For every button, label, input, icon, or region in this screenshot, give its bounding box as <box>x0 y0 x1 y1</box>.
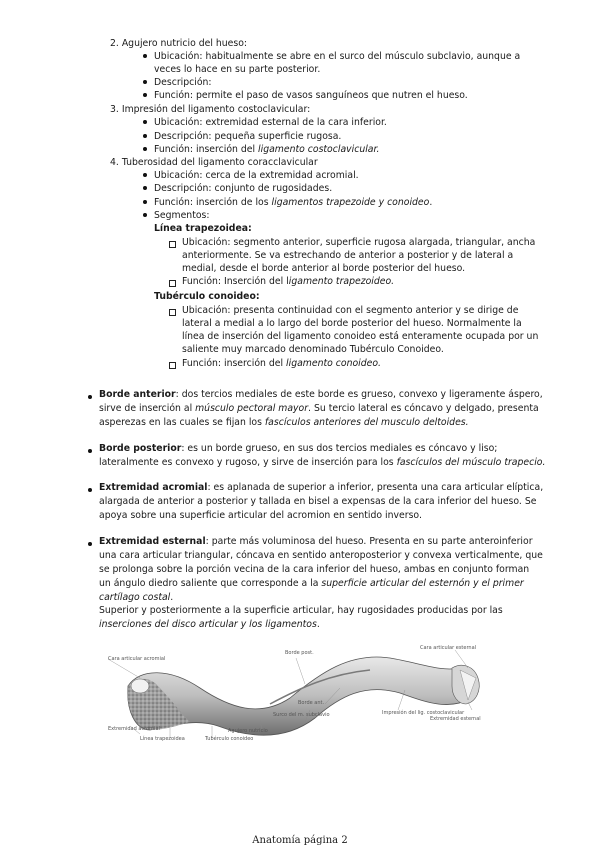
square-bullet <box>169 280 176 287</box>
paragraph-line: lateralmente es convexo y rugoso, y sirve de inserción para los fascículos del músculo trapecio. <box>99 457 546 468</box>
bullet <box>143 120 147 124</box>
figure-label: Surco del m. subclavio <box>273 712 330 718</box>
paragraph-line: un ángulo diedro saliente que corresponde a la superficie articular del esternón y el primer <box>99 578 524 589</box>
bullet <box>143 134 147 138</box>
text-line: Descripción: conjunto de rugosidades. <box>154 183 333 194</box>
text-line: Ubicación: segmento anterior, superficie rugosa alargada, triangular, ancha <box>182 237 536 248</box>
figure-label: Línea trapezoidea <box>140 736 185 742</box>
paragraph-line: Superior y posteriormente a la superficie articular, hay rugosidades producidas por las <box>99 605 503 616</box>
figure-label: Borde post. <box>285 650 314 656</box>
text-line: Ubicación: habitualmente se abre en el surco del músculo subclavio, aunque a <box>154 51 521 62</box>
text-line: Función: inserción de los ligamentos trapezoide y conoideo. <box>154 197 433 208</box>
square-bullet <box>169 241 176 248</box>
bullet <box>143 213 147 217</box>
heading-agujero-nutricio: 2. Agujero nutricio del hueso: <box>110 38 248 49</box>
bullet <box>88 488 92 492</box>
figure-label: Agujero nutricio <box>228 728 268 734</box>
bullet <box>143 147 147 151</box>
figure-label: Borde ant. <box>298 700 325 706</box>
page-footer: Anatomía página 2 <box>252 835 348 846</box>
bullet <box>143 173 147 177</box>
square-bullet <box>169 362 176 369</box>
text-line: Función: inserción del ligamento costoclavicular. <box>154 144 380 155</box>
paragraph-line: asperezas en las cuales se fijan los fascículos anteriores del musculo deltoides. <box>99 417 469 428</box>
figure-label: Tubérculo conoideo <box>205 736 254 742</box>
figure-label: Cara articular acromial <box>108 656 166 662</box>
figure-label: Impresión del lig. costoclavicular <box>382 710 465 716</box>
subheading-tuberculo-conoideo: Tubérculo conoideo: <box>154 291 260 302</box>
text-line: veces lo hace en su parte posterior. <box>154 64 321 75</box>
text-line: anteriormente. Se va estrechando de anterior a posterior y de lateral a <box>182 250 514 261</box>
figure-label: Extremidad acromial <box>108 726 160 732</box>
text-line: Descripción: pequeña superficie rugosa. <box>154 131 342 142</box>
figure-label: Extremidad esternal <box>430 716 481 722</box>
text-line: lateral a medial a lo largo del borde posterior del hueso. Normalmente la <box>182 318 522 329</box>
paragraph-line: sirve de inserción al músculo pectoral mayor. Su tercio lateral es cóncavo y delgado, presenta <box>99 403 539 414</box>
heading-impresion: 3. Impresión del ligamento costoclavicular: <box>110 104 311 115</box>
bullet <box>143 80 147 84</box>
text-line: Ubicación: extremidad esternal de la cara inferior. <box>154 117 387 128</box>
text-line: medial, desde el borde anterior al borde posterior del hueso. <box>182 263 466 274</box>
text-line: Descripción: <box>154 77 212 88</box>
paragraph-line: Borde anterior: dos tercios mediales de este borde es grueso, convexo y ligeramente áspero, <box>99 389 543 400</box>
bullet <box>143 93 147 97</box>
subheading-linea-trapezoidea: Línea trapezoidea: <box>154 223 252 234</box>
paragraph-line: apoya sobre una superficie articular del acromion en sentido inverso. <box>99 510 422 521</box>
figure-label: Cara articular esternal <box>420 645 477 651</box>
bullet <box>88 542 92 546</box>
bullet <box>88 449 92 453</box>
paragraph-line: una cara articular triangular, cóncava en sentido anteroposterior y convexa verticalmente, que <box>99 550 543 561</box>
acromial-articular-face <box>131 679 149 693</box>
paragraph-line: Borde posterior: es un borde grueso, en sus dos tercios mediales es cóncavo y liso; <box>99 443 498 454</box>
text-line: Ubicación: presenta continuidad con el segmento anterior y se dirige de <box>182 305 519 316</box>
square-bullet <box>169 309 176 316</box>
text-line: Segmentos: <box>154 210 210 221</box>
bullet <box>143 186 147 190</box>
paragraph-line: inserciones del disco articular y los ligamentos. <box>99 619 320 630</box>
paragraph-line: cartílago costal. <box>99 592 174 603</box>
text-line: línea de inserción del ligamento conoideo está enteramente ocupada por un <box>182 331 539 342</box>
paragraph-line: Extremidad acromial: es aplanada de superior a inferior, presenta una cara articular elíptica, <box>99 482 544 493</box>
bullet <box>143 200 147 204</box>
text-line: Ubicación: cerca de la extremidad acromial. <box>154 170 359 181</box>
bullet <box>143 54 147 58</box>
heading-tuberosidad: 4. Tuberosidad del ligamento coracclavicular <box>110 157 318 168</box>
text-line: Función: permite el paso de vasos sanguíneos que nutren el hueso. <box>154 90 468 101</box>
bullet <box>88 395 92 399</box>
paragraph-line: se prolonga sobre la porción vecina de la cara inferior del hueso, ambas en conjunto forman <box>99 564 530 575</box>
text-line: Función: Inserción del ligamento trapezoideo. <box>182 276 395 287</box>
text-line: saliente muy marcado denominado Tubérculo Conoideo. <box>182 344 444 355</box>
text-line: Función: inserción del ligamento conoideo. <box>182 358 381 369</box>
paragraph-line: alargada de anterior a posterior y tallada en bisel a expensas de la cara inferior del hueso. Se <box>99 496 537 507</box>
paragraph-line: Extremidad esternal: parte más voluminosa del hueso. Presenta en su parte anteroinferior <box>99 536 533 547</box>
